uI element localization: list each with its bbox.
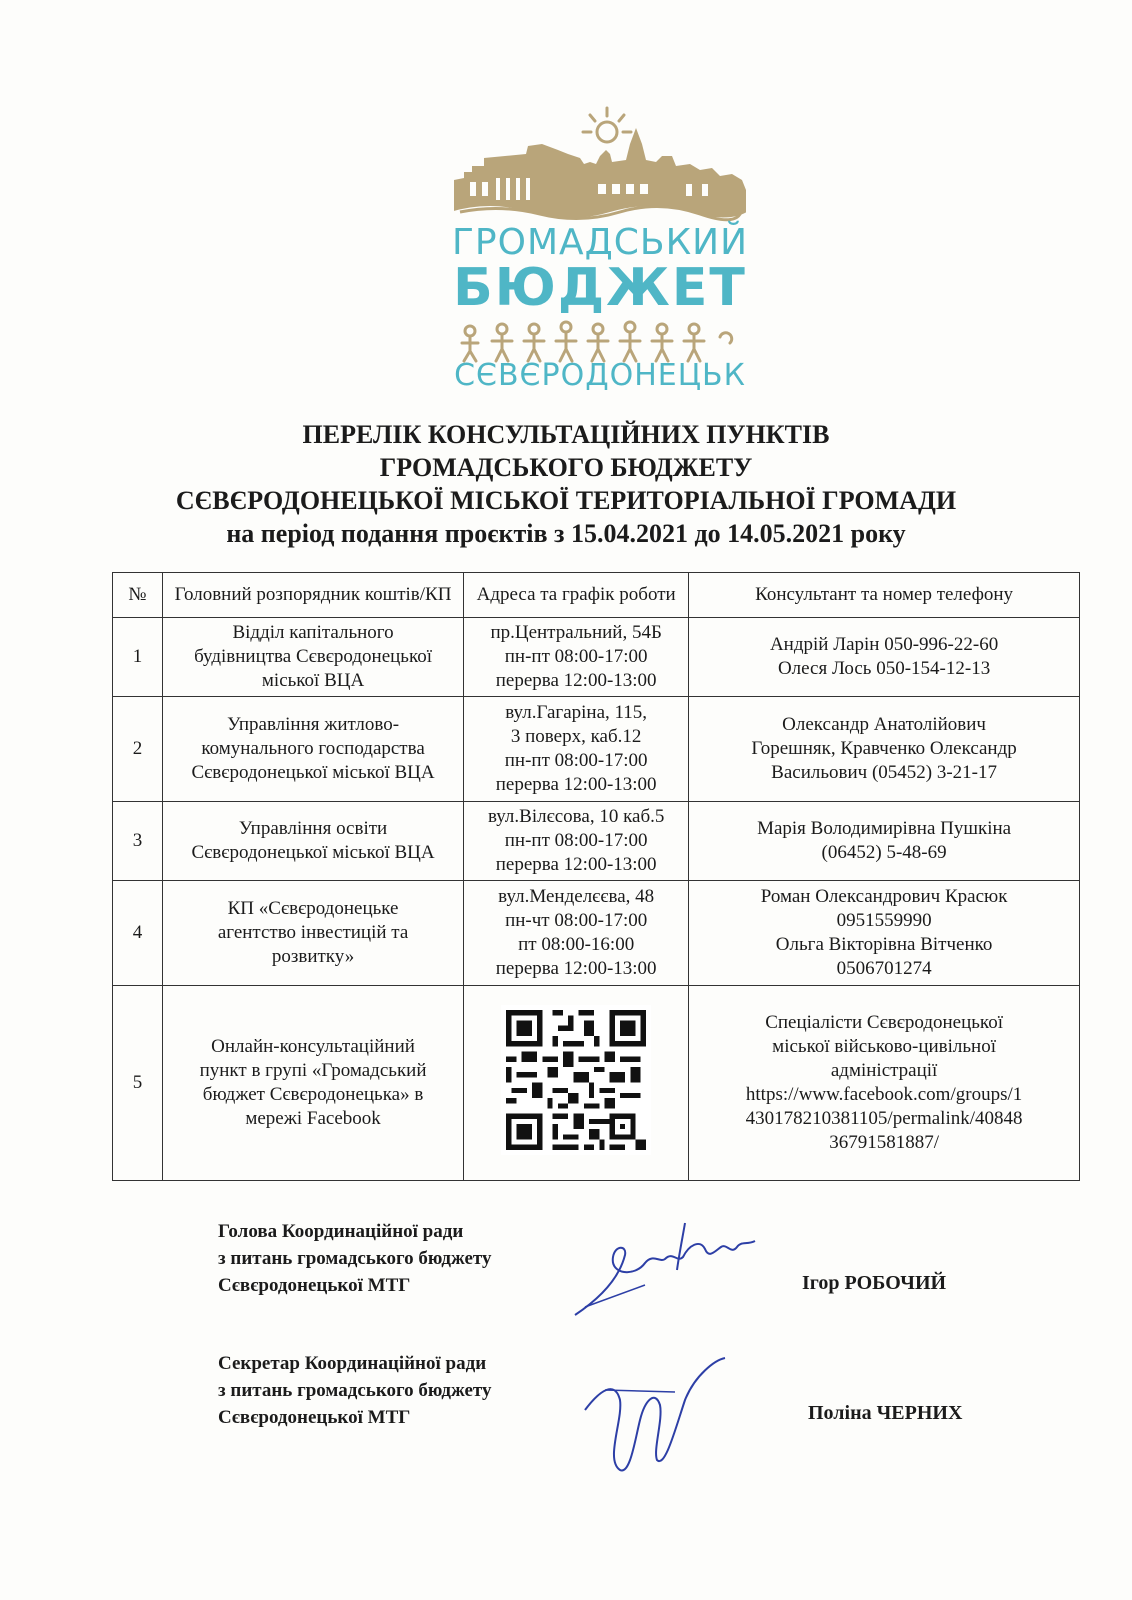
org-line: Сєвєродонецької міської ВЦА bbox=[191, 762, 435, 783]
cons-line: адміністрації bbox=[830, 1060, 938, 1081]
addr-line: вул.Гагаріна, 115, bbox=[505, 702, 648, 723]
row-address bbox=[464, 618, 689, 697]
cons-line: Олександр Анатолійович bbox=[782, 714, 986, 735]
row-organization bbox=[162, 618, 463, 697]
table-row bbox=[113, 618, 1080, 697]
cons-line: Марія Володимирівна Пушкіна bbox=[757, 818, 1012, 839]
org-line: пункт в групі «Громадський bbox=[199, 1060, 427, 1081]
title-line-1: ПЕРЕЛІК КОНСУЛЬТАЦІЙНИХ ПУНКТІВ bbox=[302, 420, 830, 449]
header-address: Адреса та графік роботи bbox=[464, 573, 689, 618]
table-header-row bbox=[113, 573, 1080, 618]
chairman-name: Ігор РОБОЧИЙ bbox=[802, 1272, 947, 1294]
secretary-position bbox=[218, 1350, 492, 1431]
title-line-3: СЄВЄРОДОНЕЦЬКОЇ МІСЬКОЇ ТЕРИТОРІАЛЬНОЇ ГРОМАДИ bbox=[175, 486, 957, 515]
row-organization bbox=[162, 881, 463, 986]
org-line: будівництва Сєвєродонецької bbox=[194, 646, 433, 667]
row-number: 2 bbox=[113, 697, 163, 802]
table-row bbox=[113, 802, 1080, 881]
table-row bbox=[113, 881, 1080, 986]
row-address bbox=[464, 697, 689, 802]
org-line: бюджет Сєвєродонецька» в bbox=[202, 1084, 424, 1105]
row-consultant bbox=[689, 802, 1080, 881]
addr-line: пт 08:00-16:00 bbox=[518, 934, 635, 955]
addr-line: 3 поверх, каб.12 bbox=[510, 726, 642, 747]
addr-line: перерва 12:00-13:00 bbox=[495, 774, 657, 795]
addr-line: пн-пт 08:00-17:00 bbox=[504, 750, 648, 771]
secretary-signature bbox=[575, 1350, 745, 1480]
addr-line: пн-пт 08:00-17:00 bbox=[504, 830, 648, 851]
org-line: Відділ капітального bbox=[232, 622, 394, 643]
row-consultant bbox=[689, 986, 1080, 1181]
row-address bbox=[464, 881, 689, 986]
row-organization bbox=[162, 986, 463, 1181]
facebook-link[interactable]: https://www.facebook.com/groups/1 bbox=[745, 1084, 1023, 1105]
row-address bbox=[464, 802, 689, 881]
logo-word-hromadskyi: ГРОМАДСЬКИЙ bbox=[451, 222, 749, 263]
addr-line: перерва 12:00-13:00 bbox=[495, 958, 657, 979]
city-skyline-icon bbox=[450, 100, 750, 225]
addr-line: вул.Вілєсова, 10 каб.5 bbox=[487, 806, 665, 827]
facebook-link[interactable]: 430178210381105/permalink/40848 bbox=[745, 1108, 1023, 1129]
logo-word-sievierodonetsk: СЄВЄРОДОНЕЦЬК bbox=[454, 358, 746, 393]
table-row bbox=[113, 697, 1080, 802]
addr-line: пн-чт 08:00-17:00 bbox=[505, 910, 648, 931]
org-line: агентство інвестицій та bbox=[217, 922, 409, 943]
position-line: з питань громадського бюджету bbox=[218, 1380, 492, 1401]
community-budget-logo bbox=[450, 100, 750, 400]
addr-line: перерва 12:00-13:00 bbox=[495, 854, 657, 875]
position-line: Голова Координаційної ради bbox=[218, 1221, 464, 1242]
title-line-4: на період подання проєктів з 15.04.2021 до 14.05.2021 року bbox=[226, 519, 906, 548]
logo-word-biudzhet: БЮДЖЕТ bbox=[453, 258, 747, 318]
header-number: № bbox=[113, 573, 163, 618]
addr-line: вул.Менделєєва, 48 bbox=[498, 886, 655, 907]
row-organization bbox=[162, 802, 463, 881]
cons-line: Андрій Ларін 050-996-22-60 bbox=[769, 634, 999, 655]
cons-line: Васильович (05452) 3-21-17 bbox=[771, 762, 998, 783]
cons-line: міської військово-цивільної bbox=[772, 1036, 996, 1057]
cons-line: 0951559990 bbox=[836, 910, 932, 931]
org-line: комунального господарства bbox=[201, 738, 425, 759]
row-number: 1 bbox=[113, 618, 163, 697]
chairman-position bbox=[218, 1218, 492, 1299]
cons-line: Роман Олександрович Красюк bbox=[760, 886, 1008, 907]
org-line: Управління житлово- bbox=[227, 714, 400, 735]
row-consultant bbox=[689, 697, 1080, 802]
header-consultant: Консультант та номер телефону bbox=[689, 573, 1080, 618]
row-number: 5 bbox=[113, 986, 163, 1181]
row-consultant bbox=[689, 618, 1080, 697]
table-row bbox=[113, 986, 1080, 1181]
header-organization: Головний розпорядник коштів/КП bbox=[162, 573, 463, 618]
cons-line: (06452) 5-48-69 bbox=[821, 842, 947, 863]
row-consultant bbox=[689, 881, 1080, 986]
position-line: Секретар Координаційної ради bbox=[218, 1353, 487, 1374]
cons-line: Спеціалісти Сєвєродонецької bbox=[765, 1012, 1003, 1033]
org-line: міської ВЦА bbox=[261, 670, 365, 691]
secretary-name: Поліна ЧЕРНИХ bbox=[808, 1402, 963, 1424]
position-line: з питань громадського бюджету bbox=[218, 1248, 492, 1269]
cons-line: Ольга Вікторівна Вітченко bbox=[775, 934, 993, 955]
addr-line: пр.Центральний, 54Б bbox=[490, 622, 662, 643]
cons-line: Олеся Лось 050-154-12-13 bbox=[777, 658, 991, 679]
org-line: Управління освіти bbox=[238, 818, 388, 839]
cons-line: 0506701274 bbox=[836, 958, 932, 979]
org-line: КП «Сєвєродонецьке bbox=[227, 898, 399, 919]
qr-code-icon[interactable] bbox=[501, 1005, 651, 1155]
row-organization bbox=[162, 697, 463, 802]
chairman-signature bbox=[565, 1215, 775, 1325]
facebook-link[interactable]: 36791581887/ bbox=[829, 1132, 939, 1153]
document-title bbox=[0, 418, 1132, 550]
org-line: мережі Facebook bbox=[245, 1108, 381, 1129]
position-line: Сєвєродонецької МТГ bbox=[218, 1407, 411, 1428]
title-line-2: ГРОМАДСЬКОГО БЮДЖЕТУ bbox=[379, 453, 753, 482]
row-address bbox=[464, 986, 689, 1181]
addr-line: перерва 12:00-13:00 bbox=[495, 670, 657, 691]
org-line: Сєвєродонецької міської ВЦА bbox=[191, 842, 435, 863]
addr-line: пн-пт 08:00-17:00 bbox=[504, 646, 648, 667]
row-number: 3 bbox=[113, 802, 163, 881]
position-line: Сєвєродонецької МТГ bbox=[218, 1275, 411, 1296]
org-line: Онлайн-консультаційний bbox=[211, 1036, 415, 1057]
row-number: 4 bbox=[113, 881, 163, 986]
cons-line: Горешняк, Кравченко Олександр bbox=[751, 738, 1017, 759]
consultation-points-table bbox=[112, 572, 1080, 1181]
org-line: розвитку» bbox=[271, 946, 355, 967]
